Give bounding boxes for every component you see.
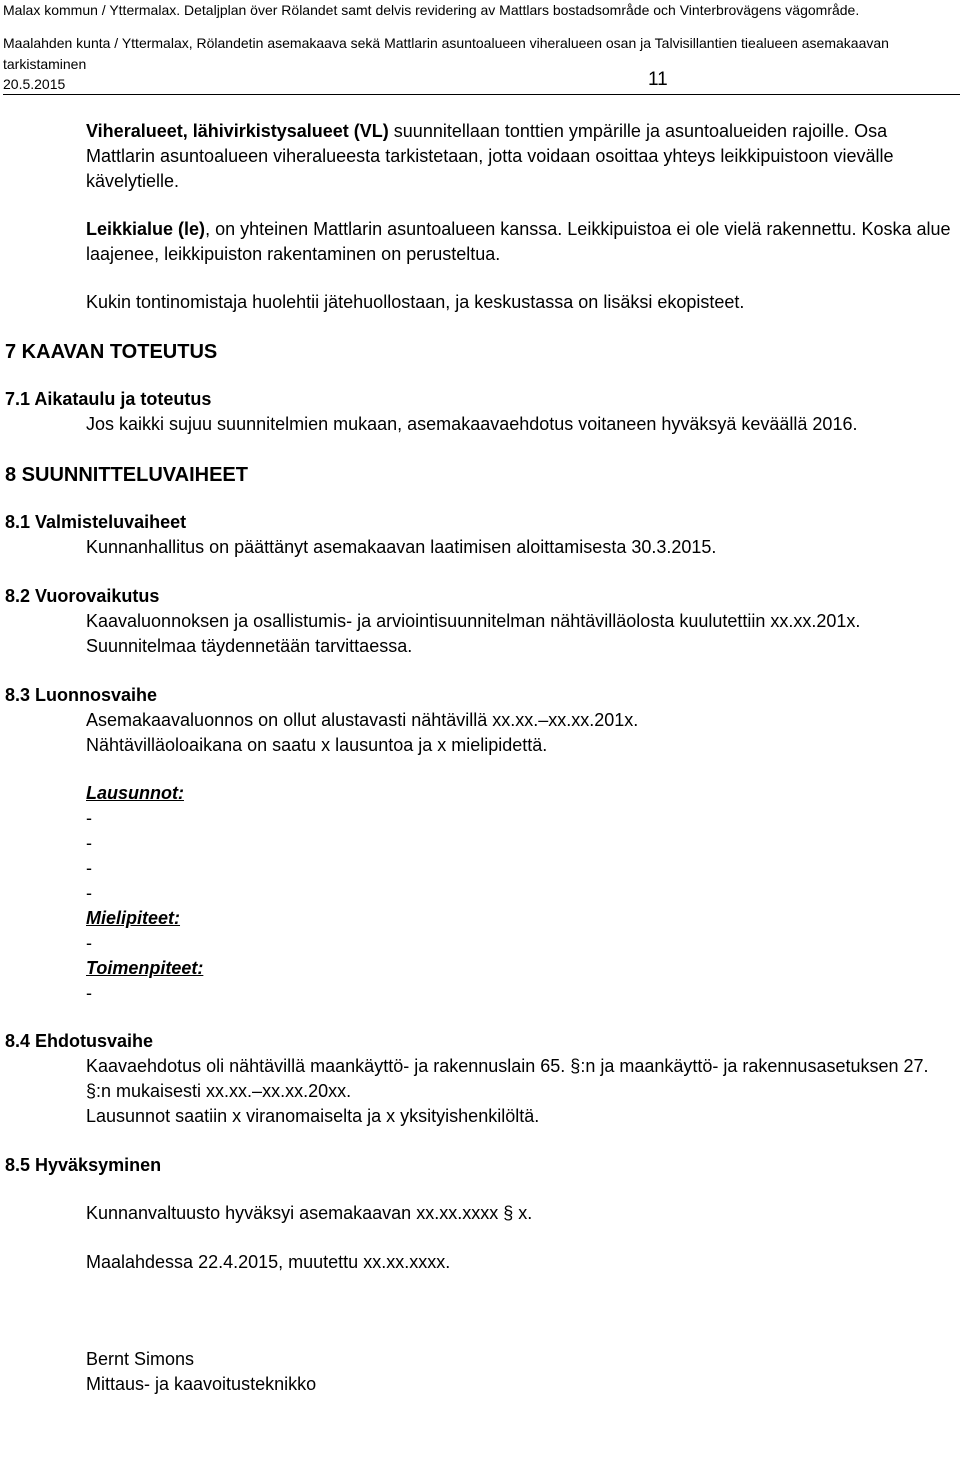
header-date: 20.5.2015 — [3, 76, 66, 92]
paragraph-proposal-line1: Kaavaehdotus oli nähtävillä maankäyttö- ja rakennuslain 65. §:n ja maankäyttö- ja rakennusasetuksen 27. §:n mukaisesti xx.xx.–xx.xx.20xx. — [86, 1056, 929, 1101]
paragraph-interaction: Kaavaluonnoksen ja osallistumis- ja arviointisuunnitelman nähtävilläolosta kuulutettiin xx.xx.201x. Suunnitelmaa täydennetään tarvittaessa. — [86, 611, 861, 656]
term-play-area: Leikkialue (le) — [86, 219, 206, 239]
paragraph-draft-line2: Nähtävilläoloaikana on saatu x lausuntoa ja x mielipidettä. — [86, 735, 548, 755]
heading-section-8: 8 SUUNNITTELUVAIHEET — [5, 464, 248, 486]
heading-section-8-2: 8.2 Vuorovaikutus — [5, 586, 160, 606]
place-and-date: Maalahdessa 22.4.2015, muutettu xx.xx.xxxx. — [86, 1252, 451, 1272]
heading-section-7-1: 7.1 Aikataulu ja toteutus — [5, 389, 212, 409]
heading-section-8-1: 8.1 Valmisteluvaiheet — [5, 512, 187, 532]
header-meta — [3, 69, 903, 95]
label-measures: Toimenpiteet: — [86, 958, 204, 978]
heading-section-8-4: 8.4 Ehdotusvaihe — [5, 1031, 154, 1051]
paragraph-play-area: Leikkialue (le), on yhteinen Mattlarin asuntoalueen kanssa. Leikkipuistoa ei ole vielä rakennettu. Koska alue laajenee, leikkipuiston rakentaminen on perusteltua. — [86, 219, 951, 264]
label-opinions: Mielipiteet: — [86, 908, 181, 928]
header-divider — [3, 94, 960, 95]
list-item-opinion: - — [86, 933, 92, 953]
paragraph-preparation: Kunnanhallitus on päättänyt asemakaavan laatimisen aloittamisesta 30.3.2015. — [86, 537, 717, 557]
list-item-measure: - — [86, 983, 92, 1003]
heading-section-8-5: 8.5 Hyväksyminen — [5, 1155, 162, 1175]
heading-section-8-3: 8.3 Luonnosvaihe — [5, 685, 158, 705]
paragraph-approval: Kunnanvaltuusto hyväksyi asemakaavan xx.xx.xxxx § x. — [86, 1203, 533, 1223]
paragraph-proposal-line2: Lausunnot saatiin x viranomaiselta ja x yksityishenkilöltä. — [86, 1106, 540, 1126]
paragraph-green-areas: Viheralueet, lähivirkistysalueet (VL) suunnitellaan tonttien ympärille ja asuntoalueiden rajoille. Osa Mattlarin asuntoalueen viheralueesta tarkistetaan, jotta voidaan osoittaa yhteys leikkipuistoon vievälle kävelytielle. — [86, 121, 894, 191]
signer-title: Mittaus- ja kaavoitusteknikko — [86, 1374, 317, 1394]
signer-name: Bernt Simons — [86, 1349, 195, 1369]
document-body — [0, 119, 960, 1397]
list-item-statement: - — [86, 808, 92, 828]
header-title-swedish: Malax kommun / Yttermalax. Detaljplan över Rölandet samt delvis revidering av Mattlars bostadsområde och Vinterbrovägens vägområde. — [3, 2, 860, 18]
list-item-statement: - — [86, 833, 92, 853]
paragraph-schedule: Jos kaikki sujuu suunnitelmien mukaan, asemakaavaehdotus voitaneen hyväksyä keväällä 2016. — [86, 414, 858, 434]
heading-section-7: 7 KAAVAN TOTEUTUS — [5, 341, 218, 363]
label-statements: Lausunnot: — [86, 783, 184, 803]
term-green-areas: Viheralueet, lähivirkistysalueet (VL) — [86, 121, 389, 141]
page-number: 11 — [648, 69, 668, 90]
paragraph-waste: Kukin tontinomistaja huolehtii jätehuollostaan, ja keskustassa on lisäksi ekopisteet. — [86, 292, 745, 312]
list-item-statement: - — [86, 858, 92, 878]
header-title-finnish: Maalahden kunta / Yttermalax, Rölandetin asemakaava sekä Mattlarin asuntoalueen viheralueen osan ja Talvisillantien tiealueen asemakaavan tarkistaminen — [3, 35, 889, 72]
paragraph-draft-line1: Asemakaavaluonnos on ollut alustavasti nähtävillä xx.xx.–xx.xx.201x. — [86, 710, 639, 730]
list-item-statement: - — [86, 883, 92, 903]
